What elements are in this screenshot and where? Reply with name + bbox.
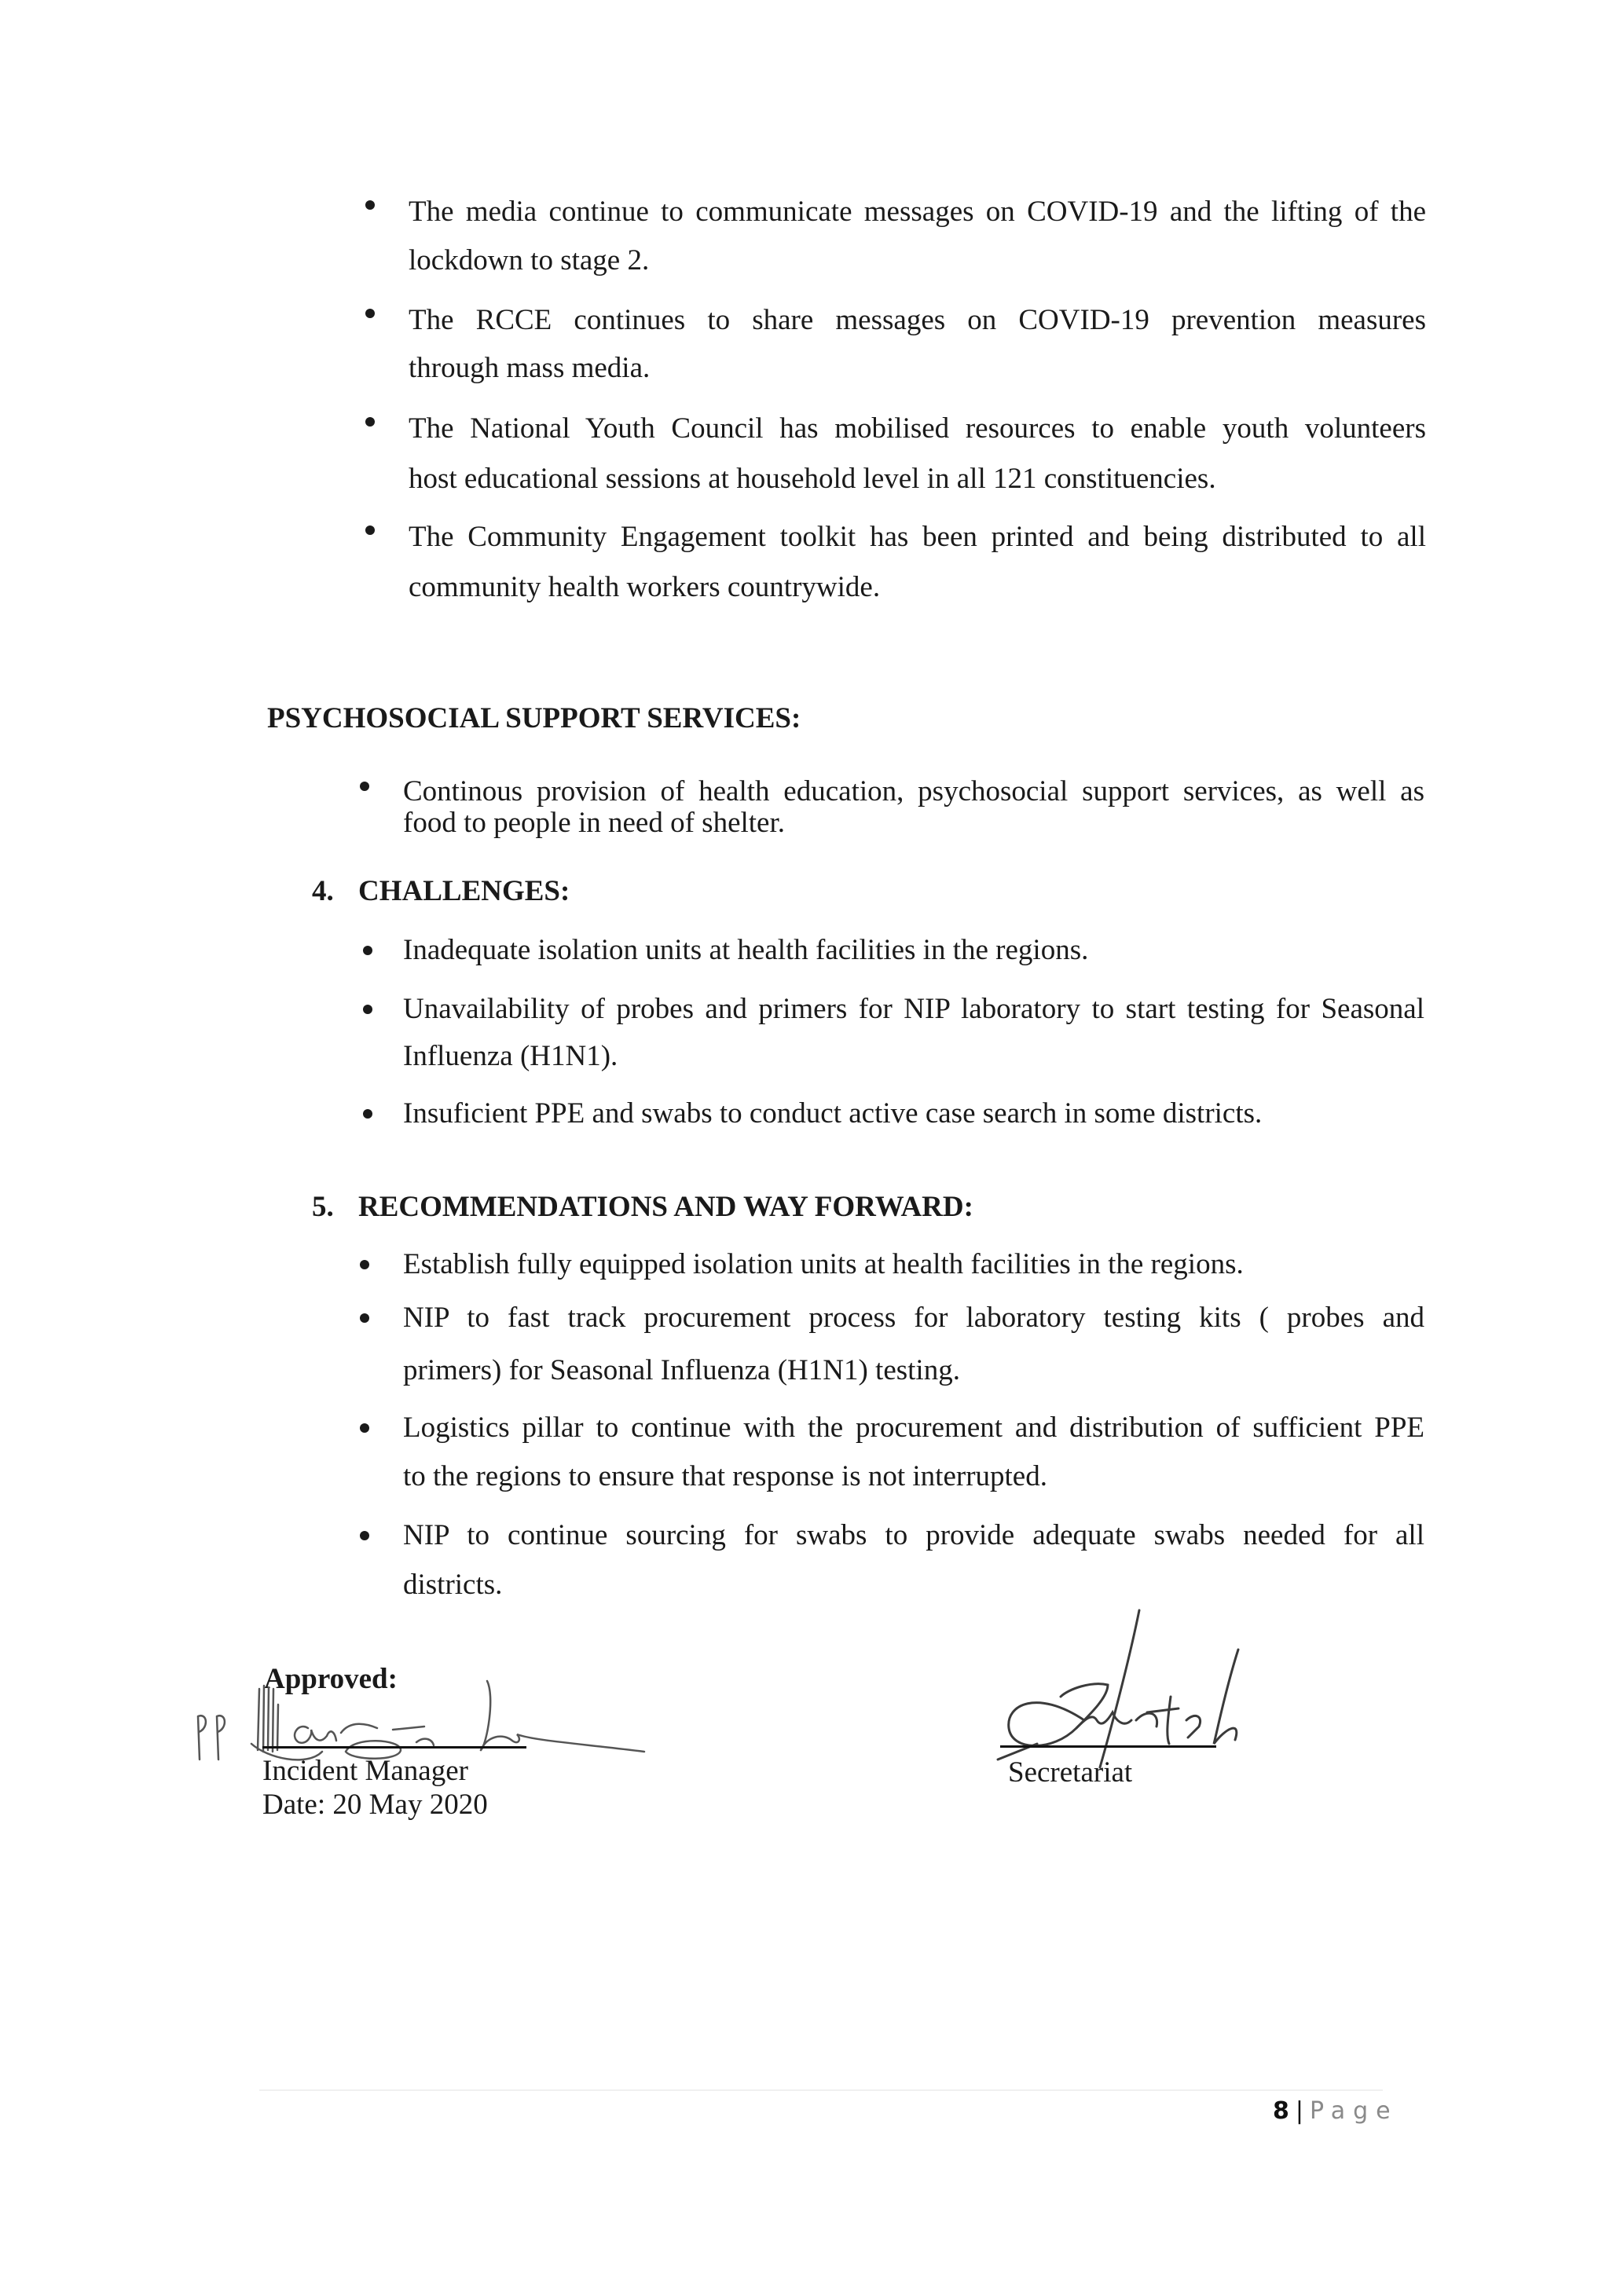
page-number: 8 <box>1273 2097 1289 2125</box>
handwritten-signature-right <box>990 1602 1257 1775</box>
list-item-text: Influenza (H1N1). <box>403 1040 618 1072</box>
list-item-text: lockdown to stage 2. <box>409 244 650 276</box>
bullet-icon <box>360 1313 369 1323</box>
section-number: 5. <box>312 1191 334 1223</box>
bullet-icon <box>365 309 375 318</box>
list-item-text: Insuficient PPE and swabs to conduct active case search in some districts. <box>403 1097 1263 1130</box>
bullet-icon <box>360 1531 369 1540</box>
list-item-text: Establish fully equipped isolation units at health facilities in the regions. <box>403 1248 1244 1280</box>
approval-date: Date: 20 May 2020 <box>262 1789 488 1821</box>
list-item-text: The National Youth Council has mobilised resources to enable youth volunteers <box>409 412 1426 445</box>
footer-divider <box>259 2089 1383 2091</box>
list-item-text: The Community Engagement toolkit has been printed and being distributed to all <box>409 521 1426 553</box>
bullet-icon <box>360 1260 369 1269</box>
bullet-icon <box>365 417 375 427</box>
bullet-icon <box>360 782 369 791</box>
list-item-text: NIP to fast track procurement process for laboratory testing kits ( probes and <box>403 1302 1424 1334</box>
list-item-text: food to people in need of shelter. <box>403 807 786 839</box>
bullet-icon <box>363 946 372 955</box>
bullet-icon <box>365 200 375 210</box>
bullet-icon <box>363 1109 372 1119</box>
list-item-text: community health workers countrywide. <box>409 571 881 603</box>
list-item-text: Unavailability of probes and primers for NIP laboratory to start testing for Seasonal <box>403 993 1424 1025</box>
list-item-text: districts. <box>403 1569 503 1601</box>
footer-separator: | <box>1295 2097 1303 2125</box>
list-item-text: primers) for Seasonal Influenza (H1N1) testing. <box>403 1354 960 1386</box>
bullet-icon <box>360 1423 369 1433</box>
list-item-text: Logistics pillar to continue with the procurement and distribution of sufficient PPE <box>403 1412 1424 1444</box>
signature-line-left <box>262 1746 526 1749</box>
section-heading-psychosocial: PSYCHOSOCIAL SUPPORT SERVICES: <box>267 702 801 734</box>
page-footer <box>1273 2096 1399 2127</box>
page-label: Page <box>1309 2097 1399 2125</box>
right-signatory-title: Secretariat <box>1008 1756 1133 1789</box>
section-heading-challenges: CHALLENGES: <box>358 875 570 907</box>
list-item-text: to the regions to ensure that response is not interrupted. <box>403 1460 1047 1492</box>
bullet-icon <box>365 525 375 535</box>
list-item-text: through mass media. <box>409 352 651 384</box>
signature-line-right <box>1000 1745 1216 1748</box>
approved-label: Approved: <box>264 1663 398 1695</box>
list-item-text: The media continue to communicate messages on COVID-19 and the lifting of the <box>409 196 1426 228</box>
list-item-text: The RCCE continues to share messages on COVID-19 prevention measures <box>409 304 1426 336</box>
left-signatory-title: Incident Manager <box>262 1755 468 1787</box>
list-item-text: NIP to continue sourcing for swabs to provide adequate swabs needed for all <box>403 1519 1424 1551</box>
section-number: 4. <box>312 875 334 907</box>
bullet-icon <box>363 1005 372 1014</box>
list-item-text: Continous provision of health education, psychosocial support services, as well as <box>403 775 1424 807</box>
list-item-text: Inadequate isolation units at health facilities in the regions. <box>403 934 1089 966</box>
list-item-text: host educational sessions at household level in all 121 constituencies. <box>409 463 1216 495</box>
section-heading-recommendations: RECOMMENDATIONS AND WAY FORWARD: <box>358 1191 973 1223</box>
